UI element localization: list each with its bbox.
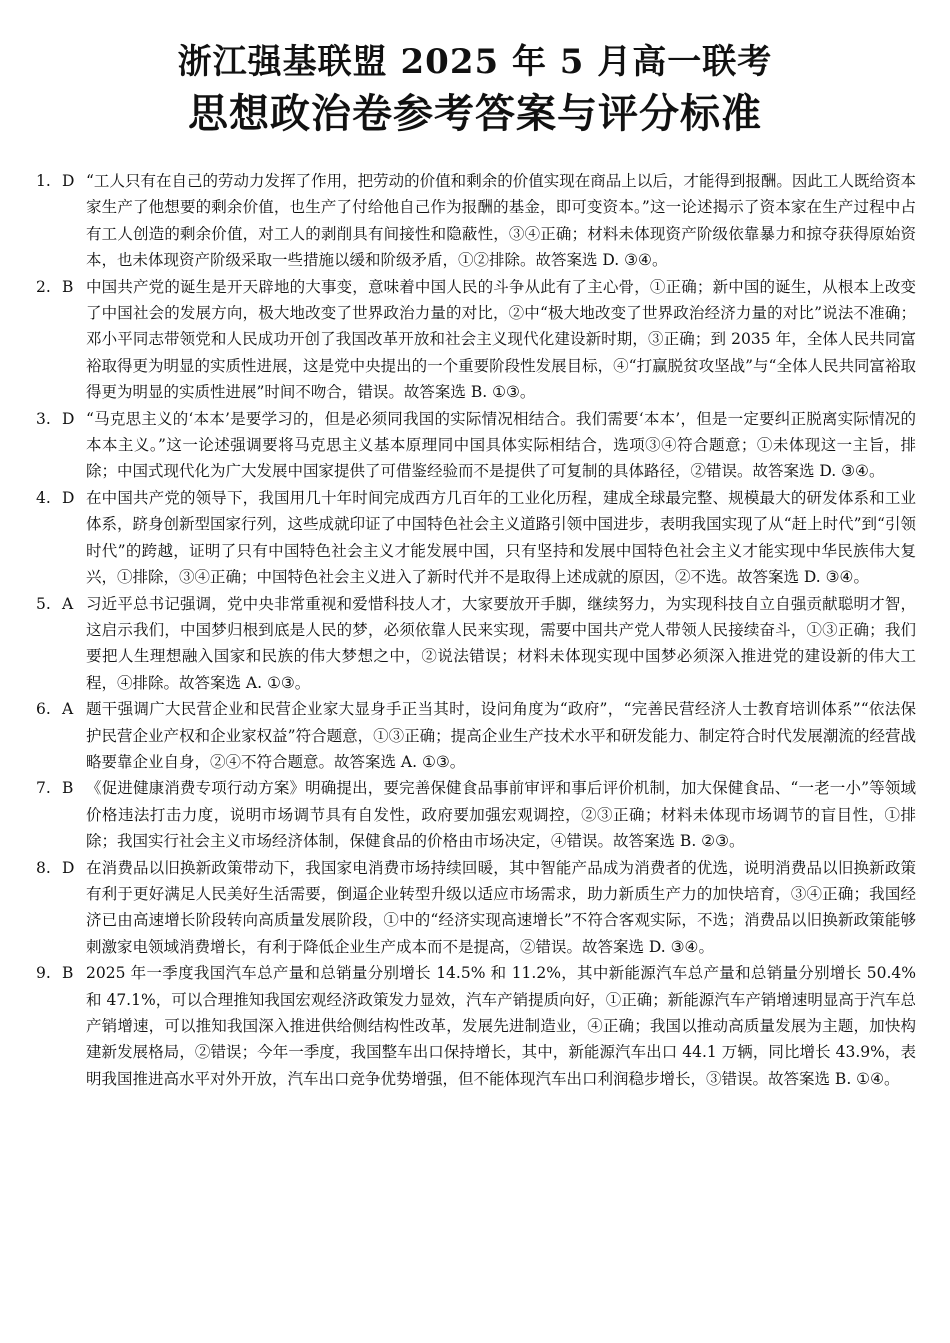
item-number: 8.	[36, 858, 51, 877]
item-explanation: 中国共产党的诞生是开天辟地的大事变，意味着中国人民的斗争从此有了主心骨，①正确；新中国的诞生，从根本上改变了中国社会的发展方向，极大地改变了世界政治力量的对比，②中“极大地改变了世界政治经济力量的对比”说法不准确；邓小平同志带领党和人民成功开创了我国改革开放和社会主义现代化建设新时期，③正确；到 2035 年，全体人民共同富裕取得更为明显的实质性进展，这是党中央提出的一个重要阶段性发展目标，④“打赢脱贫攻坚战”与“全体人民共同富裕取得更为明显的实质性进展”时间不吻合，错误。故答案选 B. ①③。	[86, 277, 916, 402]
item-answer: D	[62, 172, 75, 190]
document-title: 思想政治卷参考答案与评分标准	[188, 91, 762, 137]
item-number: 3.	[36, 409, 51, 428]
answer-item-2	[36, 274, 916, 406]
item-answer: A	[62, 700, 74, 719]
answer-list	[36, 168, 916, 1092]
answer-item-5	[36, 591, 916, 697]
item-explanation: “工人只有在自己的劳动力发挥了作用，把劳动的价值和剩余的价值实现在商品上以后，才能得到报酬。因此工人既给资本家生产了他想要的剩余价值，也生产了付给他自己作为报酬的基金，即可变资本。”这一论述揭示了资本家在生产过程中占有工人创造的剩余价值，对工人的剥削具有间接性和隐蔽性，③④正确；材料未体现资产阶级依靠暴力和掠夺获得原始资本，也未体现资产阶级采取一些措施以缓和阶级矛盾，①②排除。故答案选 D. ③④。	[86, 172, 916, 270]
item-answer: D	[62, 409, 75, 428]
item-answer: D	[62, 858, 75, 877]
answer-item-3	[36, 406, 916, 485]
item-number: 1.	[36, 172, 51, 190]
item-number: 7.	[36, 779, 51, 798]
item-explanation: 题干强调广大民营企业和民营企业家大显身手正当其时，设问角度为“政府”，“完善民营经济人士教育培训体系”“依法保护民营企业产权和企业家权益”符合题意，①③正确；提高企业生产技术水平和研发能力、制定符合时代发展潮流的经营战略要靠企业自身，②④不符合题意。故答案选 A. ①③。	[86, 700, 916, 771]
item-number: 6.	[36, 700, 51, 719]
item-number: 2.	[36, 277, 51, 296]
answer-item-1	[36, 168, 916, 274]
item-answer: A	[62, 594, 74, 613]
item-answer: D	[62, 488, 75, 507]
item-explanation: 习近平总书记强调，党中央非常重视和爱惜科技人才，大家要放开手脚，继续努力，为实现科技自立自强贡献聪明才智，这启示我们，中国梦归根到底是人民的梦，必须依靠人民来实现，需要中国共产党人带领人民接续奋斗，①③正确；我们要把人生理想融入国家和民族的伟大梦想之中，②说法错误；材料未体现实现中国梦必须深入推进党的建设新的伟大工程，④排除。故答案选 A. ①③。	[86, 594, 916, 692]
answer-item-6	[36, 696, 916, 775]
item-number: 9.	[36, 964, 51, 983]
answer-item-9	[36, 960, 916, 1092]
item-number: 5.	[36, 594, 51, 613]
item-explanation: 在中国共产党的领导下，我国用几十年时间完成西方几百年的工业化历程，建成全球最完整、规模最大的研发体系和工业体系，跻身创新型国家行列，这些成就印证了中国特色社会主义道路引领中国进步，表明我国实现了从“赶上时代”到“引领时代”的跨越，证明了只有中国特色社会主义才能发展中国，只有坚持和发展中国特色社会主义才能实现中华民族伟大复兴，①排除，③④正确；中国特色社会主义进入了新时代并不是取得上述成就的原因，②不选。故答案选 D. ③④。	[86, 488, 916, 587]
answer-item-7	[36, 775, 916, 854]
answer-item-8	[36, 855, 916, 961]
item-explanation: 在消费品以旧换新政策带动下，我国家电消费市场持续回暖，其中智能产品成为消费者的优选，说明消费品以旧换新政策有利于更好满足人民美好生活需要，倒逼企业转型升级以适应市场需求，助力新质生产力的加快培育，③④正确；我国经济已由高速增长阶段转向高质量发展阶段，①中的“经济实现高速增长”不符合客观实际，不选；消费品以旧换新政策能够刺激家电领域消费增长，有利于降低企业生产成本而不是提高，②错误。故答案选 D. ③④。	[86, 858, 916, 956]
item-answer: B	[62, 964, 74, 983]
item-number: 4.	[36, 488, 51, 507]
item-answer: B	[62, 277, 74, 296]
item-answer: B	[62, 779, 74, 798]
item-explanation: “马克思主义的‘本本’是要学习的，但是必须同我国的实际情况相结合。我们需要‘本本’，但是一定要纠正脱离实际情况的本本主义。”这一论述强调要将马克思主义基本原理同中国具体实际相结合，选项③④符合题意；①未体现这一主旨，排除；中国式现代化为广大发展中国家提供了可借鉴经验而不是提供了可复制的具体路径，②错误。故答案选 D. ③④。	[86, 409, 916, 481]
exam-title: 浙江强基联盟 2025 年 5 月高一联考	[177, 42, 773, 82]
item-explanation: 2025 年一季度我国汽车总产量和总销量分别增长 14.5% 和 11.2%，其中新能源汽车总产量和总销量分别增长 50.4% 和 47.1%，可以合理推知我国宏观经济政策发力显效，汽车产销提质向好，①正确；新能源汽车产销增速明显高于汽车总产销增速，可以推知我国深入推进供给侧结构性改革，发展先进制造业，④正确；我国以推动高质量发展为主题，加快构建新发展格局，②错误；今年一季度，我国整车出口保持增长，其中，新能源汽车出口 44.1 万辆，同比增长 43.9%，表明我国推进高水平对外开放，汽车出口竞争优势增强，但不能体现汽车出口利润稳步增长，③错误。故答案选 B. ①④。	[86, 964, 916, 1088]
item-explanation: 《促进健康消费专项行动方案》明确提出，要完善保健食品事前审评和事后评价机制，加大保健食品、“一老一小”等领域价格违法打击力度，说明市场调节具有自发性，政府要加强宏观调控，②③正确；材料未体现市场调节的盲目性，①排除；我国实行社会主义市场经济体制，保健食品的价格由市场决定，④错误。故答案选 B. ②③。	[86, 779, 916, 851]
answer-item-4	[36, 485, 916, 591]
